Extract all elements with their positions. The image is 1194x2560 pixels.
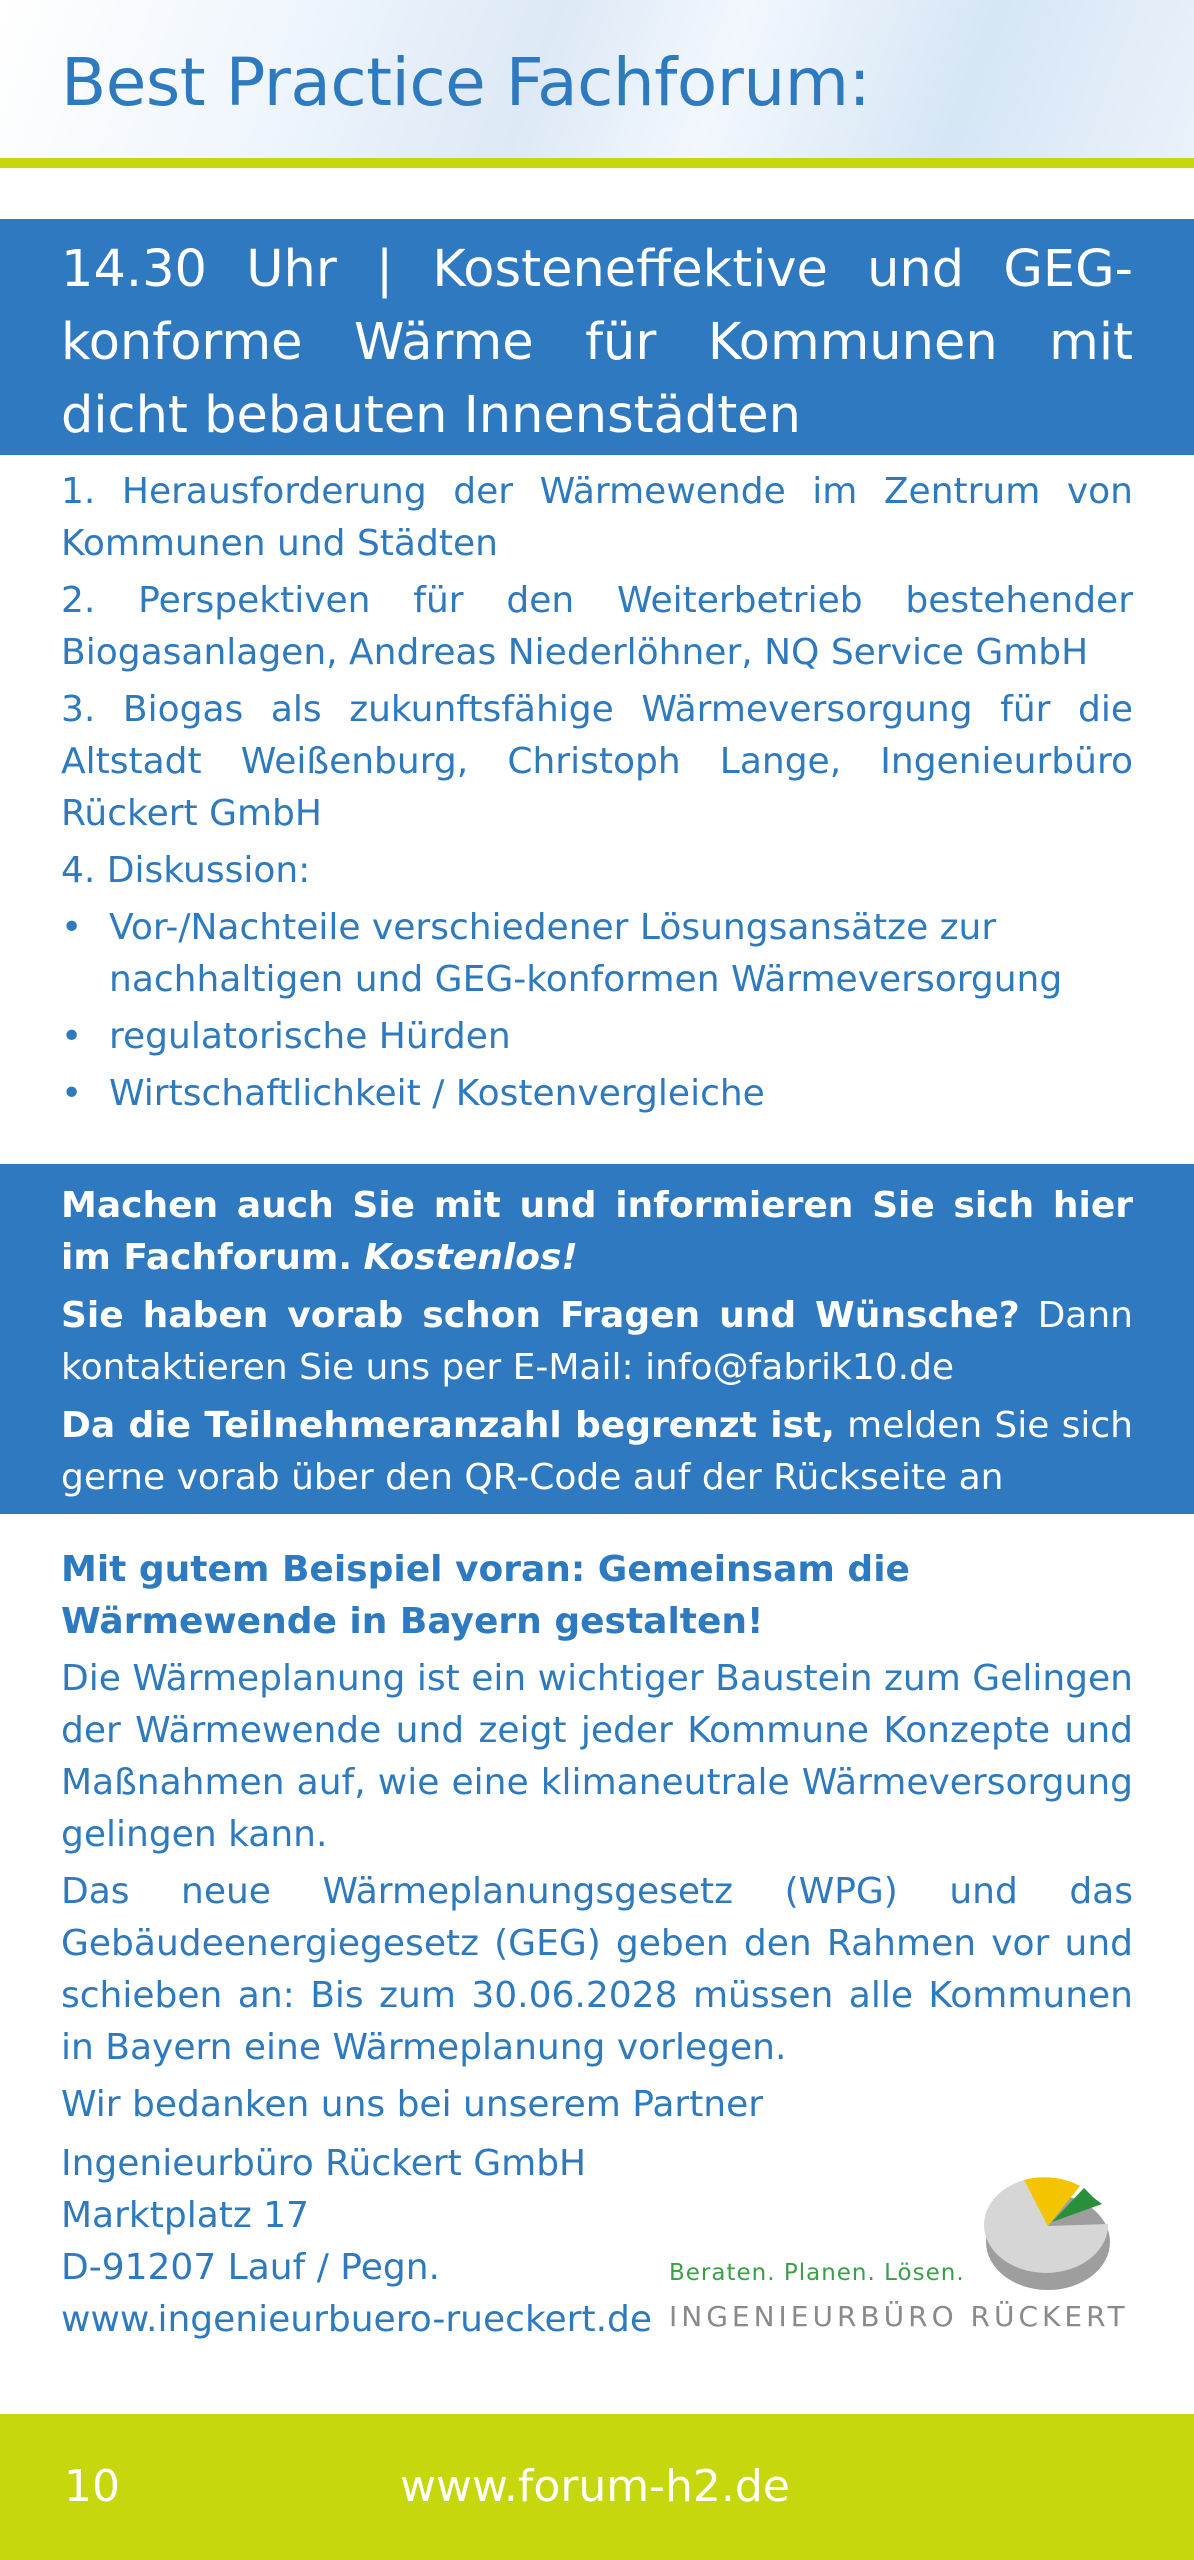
- footer-url-link[interactable]: www.forum-h2.de: [400, 2461, 790, 2512]
- bullet-icon: •: [61, 907, 83, 948]
- bullet-item: [61, 1011, 1133, 1063]
- page-header: [0, 0, 1194, 158]
- session-title: 14.30 Uhr | Kosteneffektive und GEG-konforme Wärme für Kommunen mit dicht bebauten Innenstädten: [61, 240, 1133, 445]
- discussion-bullets: [61, 902, 1133, 1120]
- session-banner: [0, 219, 1194, 455]
- partner-city: D-91207 Lauf / Pegn.: [61, 2247, 440, 2288]
- call-to-action-box: [0, 1164, 1194, 1514]
- partner-address: [61, 2138, 652, 2346]
- partner-name: Ingenieurbüro Rückert GmbH: [61, 2143, 587, 2184]
- partner-thanks: Wir bedanken uns bei unserem Partner: [61, 2084, 764, 2125]
- bullet-item: [61, 1068, 1133, 1120]
- partner-brand: INGENIEURBÜRO RÜCKERT: [669, 2300, 1129, 2333]
- cta-paragraph: [61, 1290, 1133, 1394]
- partner-street: Marktplatz 17: [61, 2195, 310, 2236]
- cta-contact: Dann kontaktieren Sie uns per E-Mail: info@fabrik10.de: [61, 1295, 1133, 1388]
- page-number: 10: [64, 2461, 120, 2512]
- agenda: [61, 466, 1133, 1125]
- partner-tagline: Beraten. Planen. Lösen.: [669, 2260, 965, 2286]
- page-footer: [0, 2414, 1194, 2560]
- agenda-item: 2. Perspektiven für den Weiterbetrieb bestehender Biogasanlagen, Andreas Niederlöhner, NQ Service GmbH: [61, 580, 1133, 673]
- bullet-text: Wirtschaftlichkeit / Kostenvergleiche: [109, 1073, 765, 1114]
- about-section: [61, 1544, 1133, 2136]
- partner-logo: [665, 2160, 1135, 2340]
- header-divider: [0, 158, 1194, 168]
- about-paragraph: Die Wärmeplanung ist ein wichtiger Baustein zum Gelingen der Wärmewende und zeigt jeder Kommune Konzepte und Maßnahmen auf, wie eine klimaneutrale Wärmeversorgung gelingen kann.: [61, 1658, 1133, 1855]
- agenda-item: 1. Herausforderung der Wärmewende im Zentrum von Kommunen und Städten: [61, 471, 1133, 564]
- partner-website-link[interactable]: www.ingenieurbuero-rueckert.de: [61, 2299, 653, 2340]
- cta-paragraph: [61, 1400, 1133, 1504]
- cta-limited: Da die Teilnehmeranzahl begrenzt ist,: [61, 1405, 835, 1446]
- bullet-text: Vor-/Nachteile verschiedener Lösungsansätze zur nachhaltigen und GEG-konformen Wärmeversorgung: [109, 907, 1063, 1000]
- about-heading: Mit gutem Beispiel voran: Gemeinsam die Wärmewende in Bayern gestalten!: [61, 1549, 910, 1642]
- bullet-text: regulatorische Hürden: [109, 1016, 511, 1057]
- cta-invite: Machen auch Sie mit und informieren Sie sich hier im Fachforum.: [61, 1185, 1133, 1278]
- pie-chart-logo-icon: [980, 2160, 1130, 2300]
- bullet-icon: •: [61, 1073, 83, 1114]
- agenda-item: 3. Biogas als zukunftsfähige Wärmeversorgung für die Altstadt Weißenburg, Christoph Lange, Ingenieurbüro Rückert GmbH: [61, 689, 1133, 834]
- cta-register: melden Sie sich gerne vorab über den QR-Code auf der Rückseite an: [61, 1405, 1133, 1498]
- cta-free: Kostenlos!: [363, 1237, 578, 1278]
- bullet-icon: •: [61, 1016, 83, 1057]
- page-title: Best Practice Fachforum:: [61, 44, 871, 121]
- about-paragraph: Das neue Wärmeplanungsgesetz (WPG) und das Gebäudeenergiegesetz (GEG) geben den Rahmen vor und schieben an: Bis zum 30.06.2028 müssen alle Kommunen in Bayern eine Wärmeplanung vorlegen.: [61, 1871, 1133, 2068]
- bullet-item: [61, 902, 1133, 1006]
- cta-paragraph: [61, 1180, 1133, 1284]
- agenda-item: 4. Diskussion:: [61, 850, 311, 891]
- cta-questions: Sie haben vorab schon Fragen und Wünsche?: [61, 1295, 1020, 1336]
